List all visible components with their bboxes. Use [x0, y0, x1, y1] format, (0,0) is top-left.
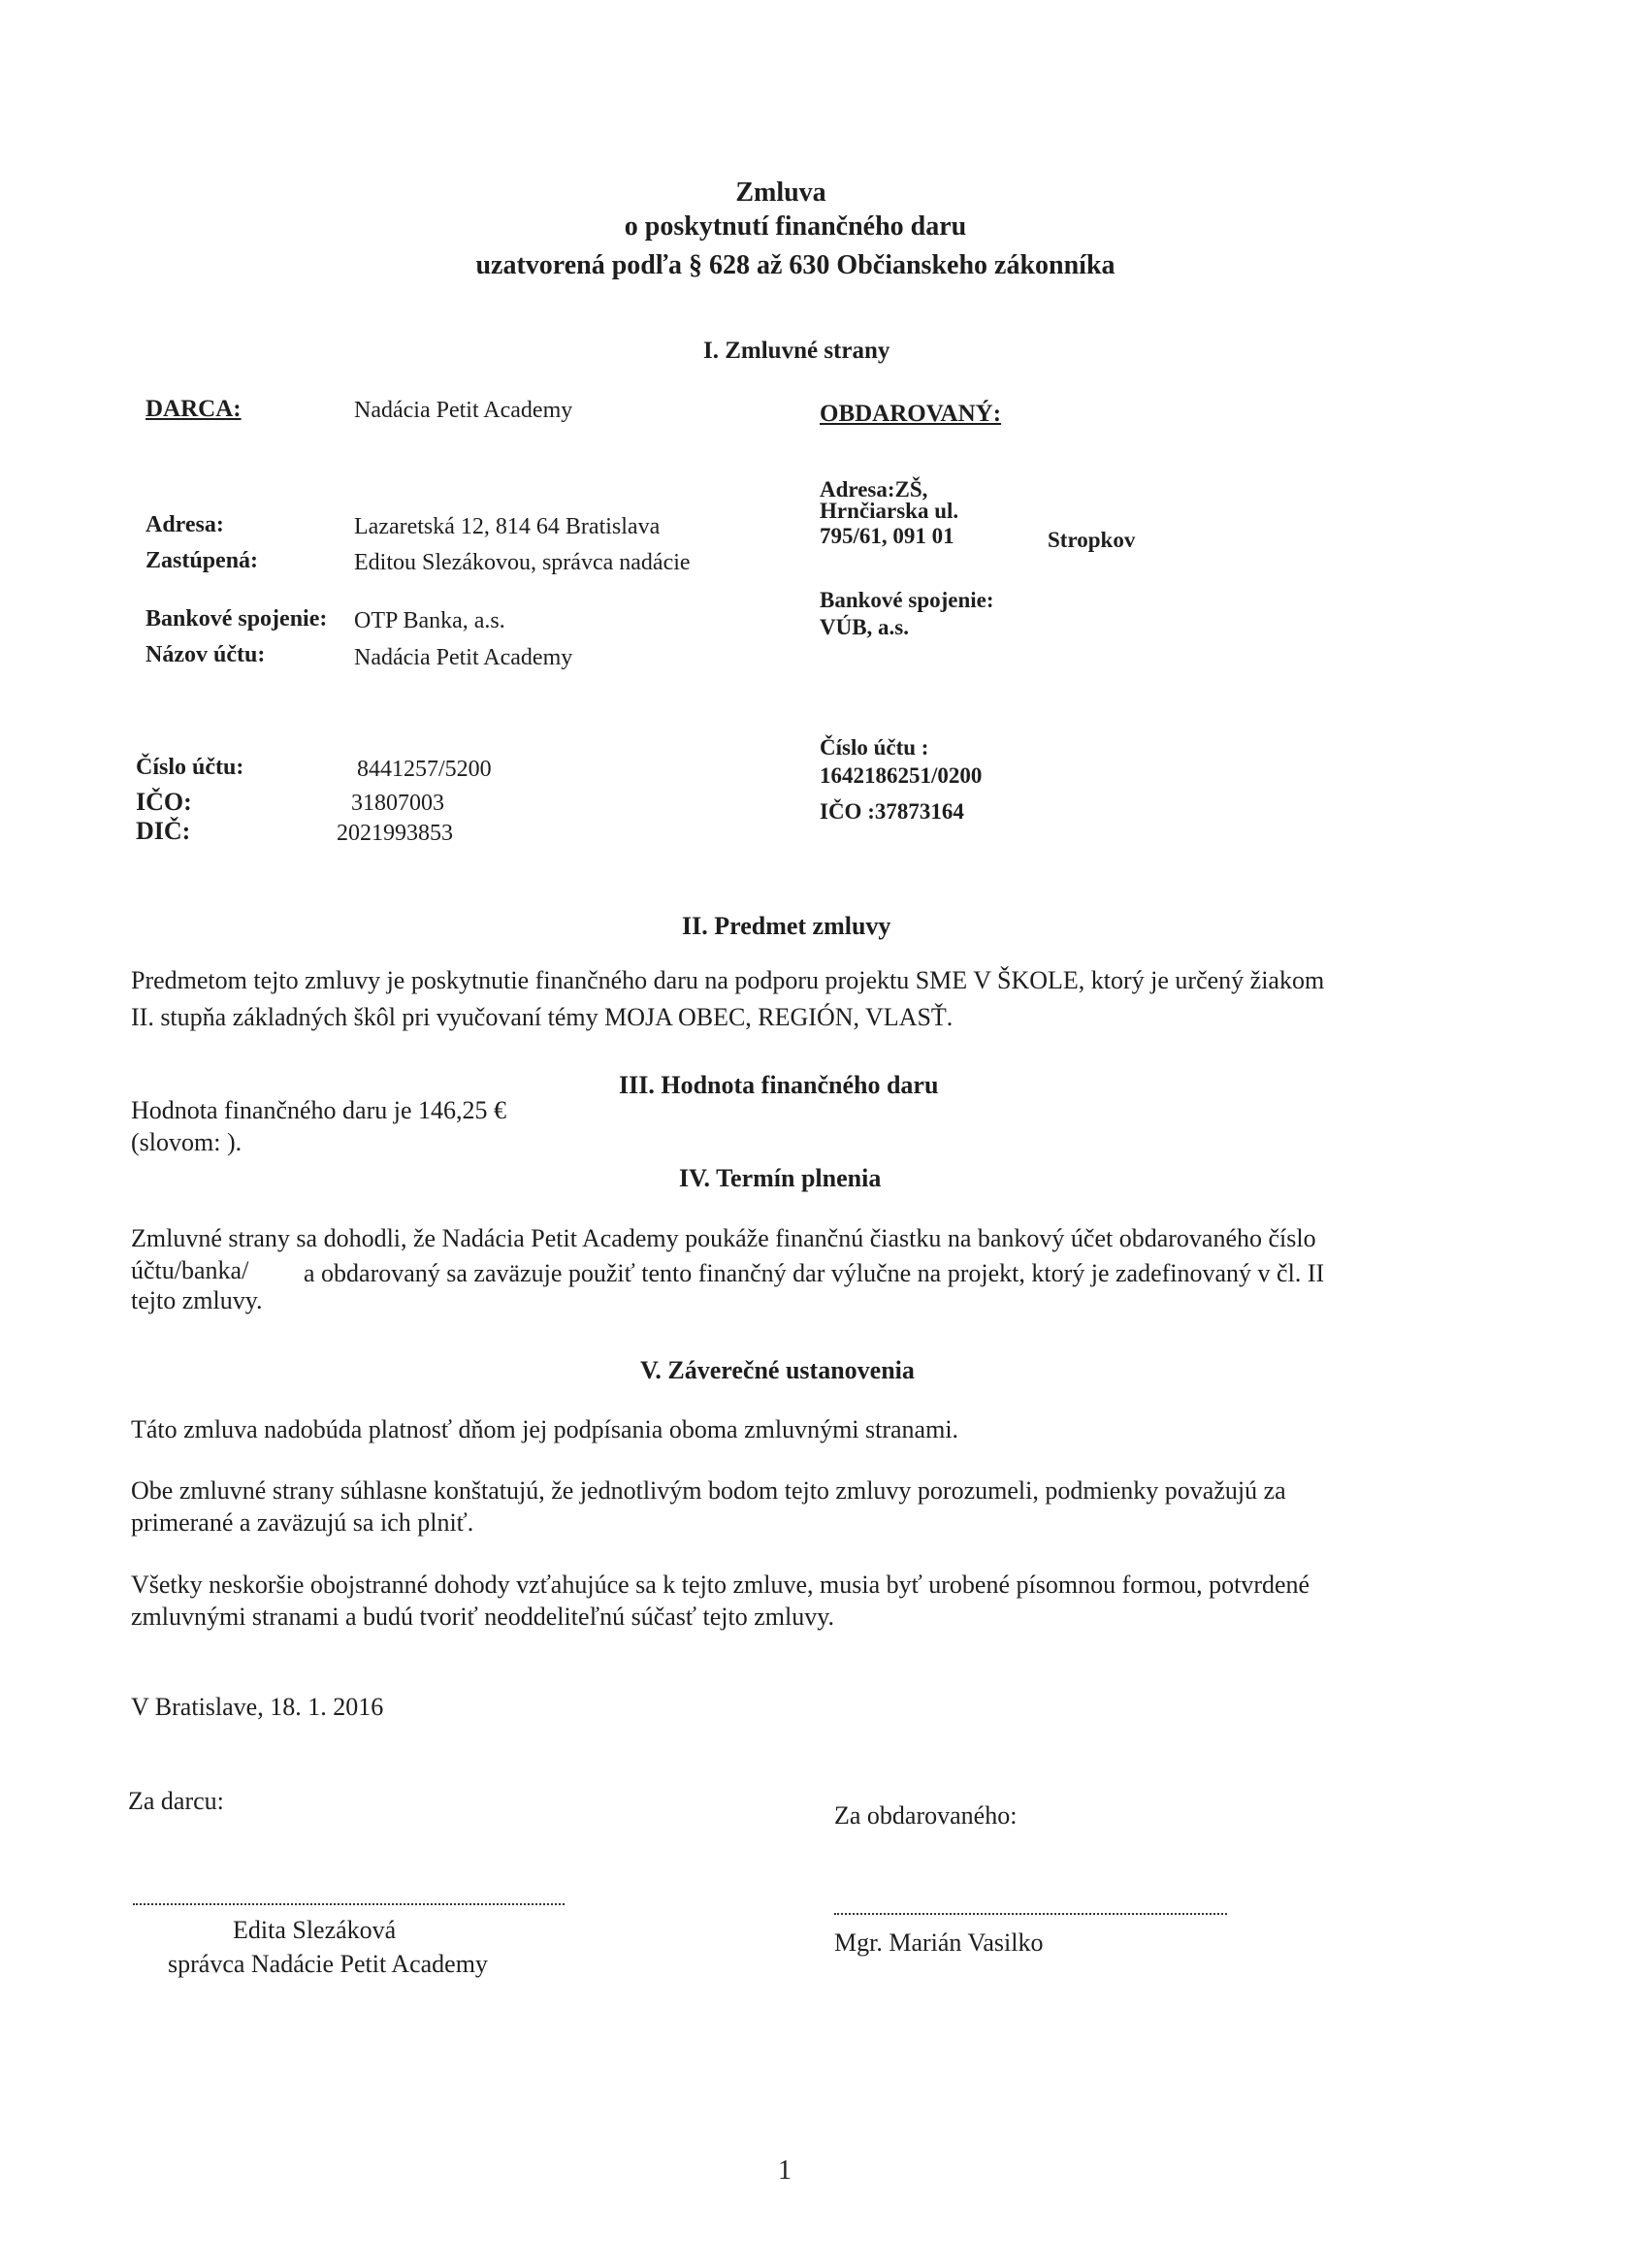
recipient-account-number-label: Číslo účtu : [820, 735, 929, 760]
donor-address-value: Lazaretská 12, 814 64 Bratislava [354, 514, 661, 539]
donor-representative-value: Editou Slezákovou, správca nadácie [354, 550, 691, 575]
section-5-heading: V. Záverečné ustanovenia [640, 1356, 915, 1384]
recipient-bank-label: Bankové spojenie: [820, 588, 994, 612]
donor-address-label: Adresa: [146, 512, 224, 537]
recipient-signatory-name: Mgr. Marián Vasilko [834, 1928, 1044, 1957]
recipient-bank-value: VÚB, a.s. [820, 615, 910, 639]
section-2-heading: II. Predmet zmluvy [682, 912, 891, 940]
section-4-text-line1: Zmluvné strany sa dohodli, že Nadácia Petit Academy poukáže finančnú čiastku na bankový účet obdarovaného číslo [131, 1224, 1316, 1252]
document-subtitle: o poskytnutí finančného daru [624, 211, 967, 242]
section-4-text-line3: tejto zmluvy. [131, 1286, 263, 1314]
recipient-address-line3: 795/61, 091 01 [820, 524, 954, 548]
section-5-paragraph-3-line1: Všetky neskoršie obojstranné dohody vzťahujúce sa k tejto zmluve, musia byť urobené písomnou formou, potvrdené [131, 1571, 1310, 1599]
section-3-heading: III. Hodnota finančného daru [619, 1071, 939, 1099]
recipient-ico: IČO :37873164 [820, 799, 964, 824]
section-5-paragraph-2-line2: primerané a zaväzujú sa ich plniť. [131, 1508, 474, 1537]
donor-signature-line [133, 1903, 565, 1905]
donor-account-name-label: Názov účtu: [146, 642, 266, 667]
donor-ico-value: 31807003 [351, 791, 444, 816]
recipient-signature-label: Za obdarovaného: [834, 1801, 1018, 1830]
recipient-label: OBDAROVANÝ: [820, 401, 1002, 427]
section-4-heading: IV. Termín plnenia [679, 1164, 882, 1192]
recipient-signature-line [834, 1913, 1227, 1915]
section-2-text-line1: Predmetom tejto zmluvy je poskytnutie finančného daru na podporu projektu SME V ŠKOLE, ktorý je určený žiakom [131, 966, 1325, 994]
section-5-paragraph-1: Táto zmluva nadobúda platnosť dňom jej podpísania oboma zmluvnými stranami. [131, 1415, 959, 1443]
donor-account-number-value: 8441257/5200 [357, 757, 492, 782]
section-2-text-line2: II. stupňa základných škôl pri vyučovaní témy MOJA OBEC, REGIÓN, VLASŤ. [131, 1003, 954, 1031]
donor-dic-value: 2021993853 [337, 821, 453, 846]
recipient-city: Stropkov [1048, 528, 1136, 552]
donor-bank-label: Bankové spojenie: [146, 606, 328, 632]
donor-signatory-name: Edita Slezáková [233, 1916, 397, 1944]
page-number: 1 [778, 2155, 792, 2186]
section-4-text-line2a: účtu/banka/ [131, 1256, 249, 1284]
section-5-paragraph-3-line2: zmluvnými stranami a budú tvoriť neoddeliteľnú súčasť tejto zmluvy. [131, 1603, 835, 1631]
donor-signatory-role: správca Nadácie Petit Academy [168, 1950, 488, 1978]
donor-bank-value: OTP Banka, a.s. [354, 608, 505, 633]
donor-representative-label: Zastúpená: [146, 548, 259, 573]
document-title: Zmluva [735, 178, 826, 208]
donor-account-name-value: Nadácia Petit Academy [354, 645, 573, 670]
recipient-address-line2: Hrnčiarska ul. [820, 499, 959, 523]
donor-label: DARCA: [146, 396, 242, 422]
recipient-address-line1: Adresa:ZŠ, [820, 477, 928, 502]
donor-dic-label: DIČ: [136, 817, 191, 845]
donor-signature-label: Za darcu: [128, 1787, 224, 1815]
recipient-account-number-value: 1642186251/0200 [820, 763, 983, 788]
document-legal-basis: uzatvorená podľa § 628 až 630 Občianskeho zákonníka [475, 250, 1116, 280]
section-4-text-line2b: a obdarovaný sa zaväzuje použiť tento finančný dar výlučne na projekt, ktorý je zadefinovaný v čl. II [304, 1259, 1325, 1287]
donor-account-number-label: Číslo účtu: [136, 755, 244, 780]
donor-ico-label: IČO: [136, 788, 192, 816]
section-5-paragraph-2-line1: Obe zmluvné strany súhlasne konštatujú, že jednotlivým bodom tejto zmluvy porozumeli, podmienky považujú za [131, 1476, 1286, 1505]
section-1-heading: I. Zmluvné strany [703, 338, 890, 364]
gift-value: Hodnota finančného daru je 146,25 € [131, 1096, 507, 1124]
place-and-date: V Bratislave, 18. 1. 2016 [131, 1693, 384, 1721]
donor-name: Nadácia Petit Academy [354, 398, 573, 423]
gift-value-in-words: (slovom: ). [131, 1128, 242, 1156]
